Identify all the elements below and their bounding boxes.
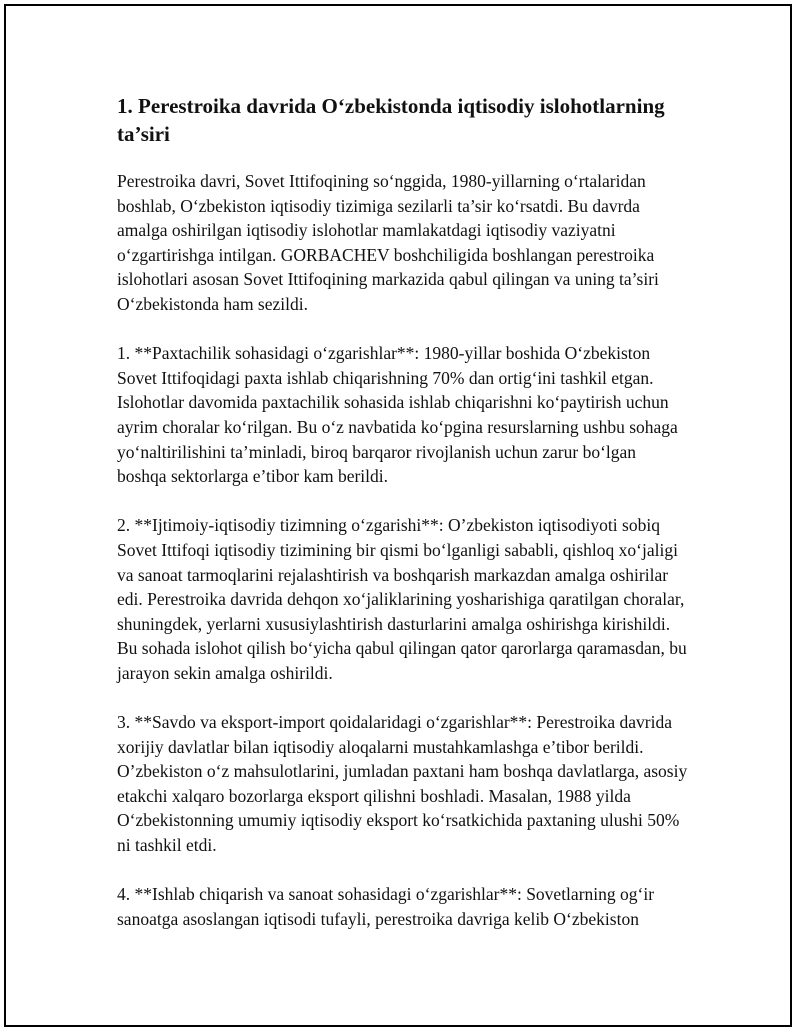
- intro-paragraph: Perestroika davri, Sovet Ittifoqining so‘nggida, 1980-yillarning o‘rtalaridan boshlab, O‘zbekiston iqtisodiy tizimiga sezilarli ta’sir ko‘rsatdi. Bu davrda amalga oshirilgan iqtisodiy islohotlar mamlakatdagi iqtisodiy vaziyatni o‘zgartirishga intilgan. GORBACHEV boshchiligida boshlangan perestroika islohotlari asosan Sovet Ittifoqining markazida qabul qilingan va uning ta’siri O‘zbekistonda ham sezildi.: [117, 171, 659, 314]
- section-heading: 1. Perestroika davrida O‘zbekistonda iqtisodiy islohotlarning ta’siri: [117, 94, 665, 146]
- document-body: [117, 92, 689, 956]
- list-item-cotton: 1. **Paxtachilik sohasidagi o‘zgarishlar**: 1980-yillar boshida O‘zbekiston Sovet Ittifoqidagi paxta ishlab chiqarishning 70% dan ortig‘ini tashkil etgan. Islohotlar davomida paxtachilik sohasida ishlab chiqarishni ko‘paytirish uchun ayrim choralar ko‘rilgan. Bu o‘z navbatida ko‘pgina resurslarning ushbu sohaga yo‘naltirilishini ta’minladi, biroq barqaror rivojlanish uchun zarur bo‘lgan boshqa sektorlarga e’tibor kam berildi.: [117, 343, 678, 487]
- list-item-trade: 3. **Savdo va eksport-import qoidalaridagi o‘zgarishlar**: Perestroika davrida xorijiy davlatlar bilan iqtisodiy aloqalarni mustahkamlashga e’tibor berildi. O’zbekiston o‘z mahsulotlarini, jumladan paxtani ham boshqa davlatlarga, asosiy etakchi xalqaro bozorlarga eksport qilishni boshladi. Masalan, 1988 yilda O‘zbekistonning umumiy iqtisodiy eksport ko‘rsatkichida paxtaning ulushi 50% ni tashkil etdi.: [117, 712, 688, 856]
- list-item-socioeconomic: 2. **Ijtimoiy-iqtisodiy tizimning o‘zgarishi**: O’zbekiston iqtisodiyoti sobiq Sovet Ittifoqi iqtisodiy tizimining bir qismi bo‘lganligi sababli, qishloq xo‘jaligi va sanoat tarmoqlarini rejalashtirish va boshqarish markazdan amalga oshirilar edi. Perestroika davrida dehqon xo‘jaliklarining yosharishiga qaratilgan choralar, shuningdek, yerlarni xususiylashtirish dasturlarini amalga oshirishga kirishildi. Bu sohada islohot qilish bo‘yicha qabul qilingan qator qarorlarga qaramasdan, bu jarayon sekin amalga oshirildi.: [117, 515, 687, 683]
- list-item-industry: 4. **Ishlab chiqarish va sanoat sohasidagi o‘zgarishlar**: Sovetlarning og‘ir sanoatga asoslangan iqtisodi tufayli, perestroika davriga kelib O‘zbekiston: [117, 884, 655, 929]
